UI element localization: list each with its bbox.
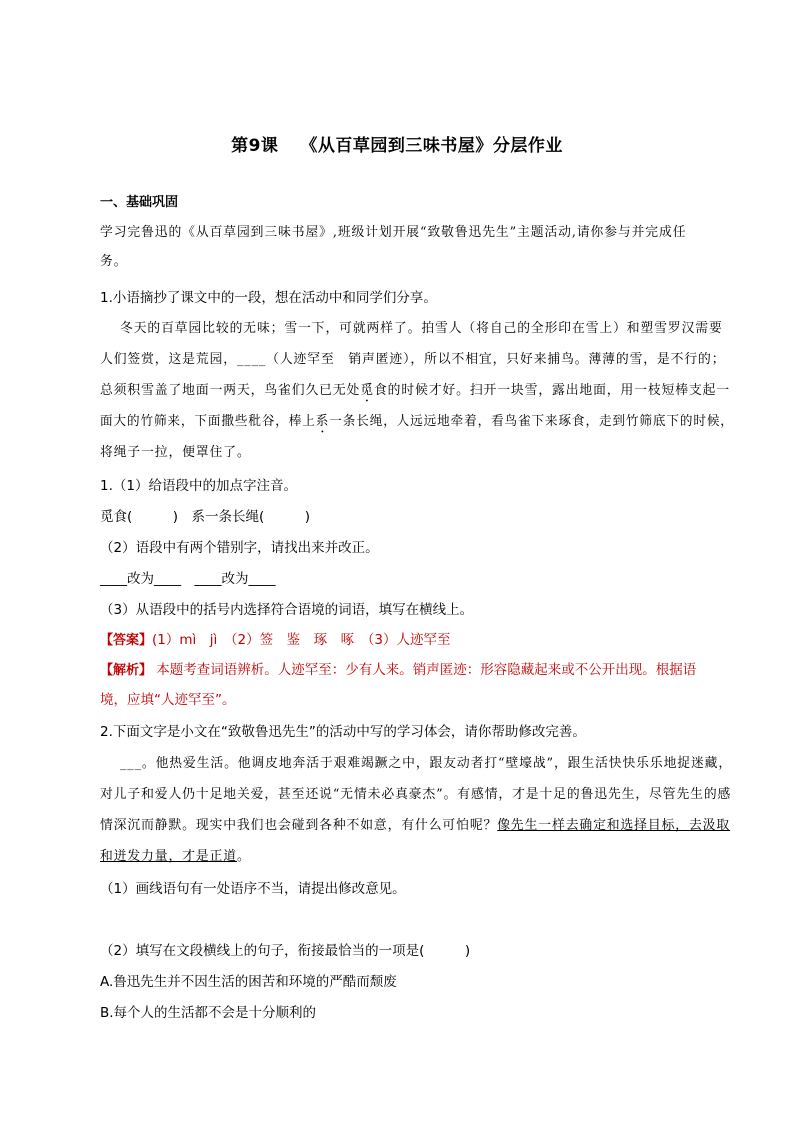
analysis-line-2: 境，应填“人迹罕至”。 bbox=[100, 692, 236, 708]
question-2-part-1: （1）画线语句有一处语序不当，请提出修改意见。 bbox=[100, 881, 406, 897]
answer-text: (1）mì jì （2）签 鉴 琢 啄 （3）人迹罕至 bbox=[152, 632, 451, 648]
passage-1-line-2: 人们签赏，这是荒园，____（人迹罕至 销声匿迹），所以不相宜，只好来捕鸟。薄薄的雪，是不行的； bbox=[100, 352, 726, 367]
passage-1-line-1: 冬天的百草园比较的无味；雪一下，可就两样了。拍雪人（将自己的全形印在雪上）和塑雪罗汉需要 bbox=[120, 321, 723, 336]
option-b: B.每个人的生活都不会是十分顺利的 bbox=[100, 1005, 317, 1021]
passage-1-line-5: 将绳子一拉，便罩住了。 bbox=[100, 445, 251, 460]
analysis-label: 【解析】 bbox=[100, 663, 153, 678]
passage-2-line-3: 情深沉而静默。现实中我们也会碰到各种不如意，有什么可怕呢？像先生一样去确定和选择目标，去汲取 bbox=[100, 818, 731, 833]
answer-line bbox=[100, 628, 450, 648]
option-a: A.鲁迅先生并不因生活的困苦和环境的严酷而颓废 bbox=[100, 974, 397, 990]
question-1-part-2-blanks: ____改为____ ____改为____ bbox=[100, 571, 276, 587]
intro-line-1: 学习完鲁迅的《从百草园到三味书屋》,班级计划开展“致敬鲁迅先生”主题活动,请你参与并完成任 bbox=[100, 225, 687, 240]
passage-1-line-4: 面大的竹筛来，下面撒些秕谷，棒上系一条长绳，人远远地牵着，看鸟雀下来琢食，走到竹筛底下的时候， bbox=[100, 414, 734, 429]
question-1-part-2: （2）语段中有两个错别字，请找出来并改正。 bbox=[100, 540, 379, 556]
passage-2-line-1: ___。他热爱生活。他调皮地奔活于艰难竭蹶之中，跟友动者打“壁壕战”，跟生活快快乐乐地捉迷藏， bbox=[120, 756, 733, 771]
question-1-stem: 1.小语摘抄了课文中的一段，想在活动中和同学们分享。 bbox=[100, 290, 437, 306]
answer-label: 【答案】 bbox=[100, 633, 153, 648]
underlined-sentence-part-1: 像先生一样去确定和选择目标，去汲取 bbox=[497, 818, 731, 833]
dotted-char-ji: 系 bbox=[315, 414, 330, 429]
question-2-stem: 2.下面文字是小文在“致敬鲁迅先生”的活动中写的学习体会，请你帮助修改完善。 bbox=[100, 724, 586, 740]
question-1-part-1: 1.（1）给语段中的加点字注音。 bbox=[100, 478, 297, 494]
analysis-text: 本题考查词语辨析。人迹罕至：少有人来。销声匿迹：形容隐藏起来或不公开出现。根据语 bbox=[152, 662, 697, 678]
question-1-part-3: （3）从语段中的括号内选择符合语境的词语，填写在横线上。 bbox=[100, 602, 474, 618]
question-2-part-2: （2）填写在文段横线上的句子，衔接最恰当的一项是( ) bbox=[100, 943, 471, 959]
passage-1-line-3: 总须积雪盖了地面一两天，鸟雀们久已无处觅食的时候才好。扫开一块雪，露出地面，用一枝短棒支起一 bbox=[100, 383, 731, 398]
lesson-number: 第9课 bbox=[231, 136, 279, 156]
passage-2-line-2: 对儿子和爱人仍十足地关爱，甚至还说“无情未必真豪杰”。有感情，才是十足的鲁迅先生，尽管先生的感 bbox=[100, 787, 732, 802]
intro-line-2: 务。 bbox=[100, 254, 128, 269]
lesson-title: 《从百草园到三味书屋》分层作业 bbox=[300, 136, 563, 156]
page-title bbox=[0, 131, 794, 156]
dotted-char-mi: 觅 bbox=[360, 383, 374, 398]
section-heading: 一、基础巩固 bbox=[100, 195, 179, 210]
analysis-line-1 bbox=[100, 658, 696, 678]
underlined-sentence-part-2: 和迸发力量，才是正道 bbox=[100, 849, 237, 864]
passage-2-line-4: 和迸发力量，才是正道。 bbox=[100, 849, 251, 864]
question-1-part-1-blanks: 觅食( ) 系一条长绳( ) bbox=[100, 509, 311, 525]
